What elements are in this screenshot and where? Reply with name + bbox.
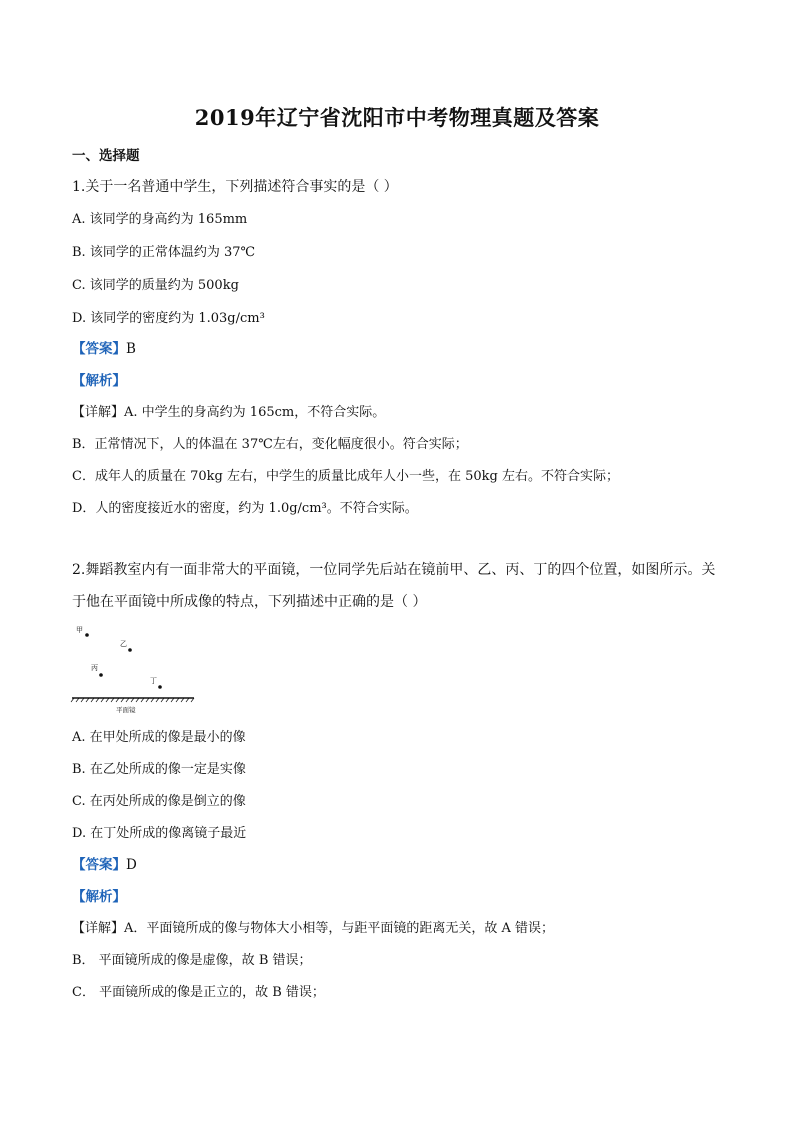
question-2-analysis-heading	[72, 888, 126, 906]
detail-tag: 【详解】	[72, 921, 125, 936]
question-1-option-b: B. 该同学的正常体温约为 37℃	[72, 245, 256, 260]
mirror-position-figure	[70, 620, 200, 720]
answer-value: B	[126, 341, 136, 357]
point-bing	[99, 673, 103, 677]
section-heading: 一、选择题	[72, 148, 140, 164]
question-2-detail-b: B． 平面镜所成的像是虚像，故 B 错误；	[72, 953, 312, 968]
question-2-option-d: D. 在丁处所成的像离镜子最近	[72, 826, 247, 841]
question-2-option-c: C. 在丙处所成的像是倒立的像	[72, 794, 246, 809]
question-2-detail-c: C． 平面镜所成的像是正立的，故 B 错误；	[72, 985, 325, 1000]
question-1-option-c: C. 该同学的质量约为 500kg	[72, 278, 239, 293]
answer-tag: 【答案】	[72, 857, 126, 873]
answer-value: D	[126, 857, 137, 873]
question-1-detail-b: B．正常情况下，人的体温在 37℃左右，变化幅度很小。符合实际；	[72, 437, 468, 452]
label-ding: 丁	[150, 677, 157, 685]
question-1-analysis-heading	[72, 372, 126, 390]
point-ding	[158, 685, 162, 689]
detail-text: A. 中学生的身高约为 165cm，不符合实际。	[124, 405, 386, 420]
question-2-stem-line-2: 于他在平面镜中所成像的特点，下列描述中正确的是（ ）	[72, 594, 427, 610]
mirror-label: 平面镜	[116, 706, 136, 714]
point-jia	[85, 633, 89, 637]
question-1-option-d: D. 该同学的密度约为 1.03g/cm³	[72, 311, 265, 326]
question-1-detail-c: C．成年人的质量在 70kg 左右，中学生的质量比成年人小一些，在 50kg 左右。不符合实际；	[72, 469, 619, 484]
detail-tag: 【详解】	[72, 405, 125, 420]
question-2-detail-a	[72, 920, 554, 938]
label-bing: 丙	[91, 664, 98, 672]
label-jia: 甲	[76, 626, 83, 634]
document-title: 2019年辽宁省沈阳市中考物理真题及答案	[194, 105, 600, 130]
question-2-option-b: B. 在乙处所成的像一定是实像	[72, 762, 246, 777]
question-1-answer	[72, 340, 136, 358]
question-1-option-a: A. 该同学的身高约为 165mm	[72, 212, 248, 227]
label-yi: 乙	[120, 640, 127, 648]
question-1-detail-a	[72, 404, 385, 422]
question-1-stem: 1.关于一名普通中学生，下列描述符合事实的是（ ）	[72, 179, 398, 195]
question-2-option-a: A. 在甲处所成的像是最小的像	[72, 730, 246, 745]
question-1-detail-d: D．人的密度接近水的密度，约为 1.0g/cm³。不符合实际。	[72, 501, 418, 516]
analysis-tag: 【解析】	[72, 889, 126, 905]
analysis-tag: 【解析】	[72, 373, 126, 389]
point-yi	[128, 648, 132, 652]
detail-text: A．平面镜所成的像与物体大小相等，与距平面镜的距离无关，故 A 错误；	[124, 921, 555, 936]
question-2-answer	[72, 856, 137, 874]
question-2-stem-line-1: 2.舞蹈教室内有一面非常大的平面镜，一位同学先后站在镜前甲、乙、丙、丁的四个位置，如图所示。关	[72, 562, 716, 578]
answer-tag: 【答案】	[72, 341, 126, 357]
